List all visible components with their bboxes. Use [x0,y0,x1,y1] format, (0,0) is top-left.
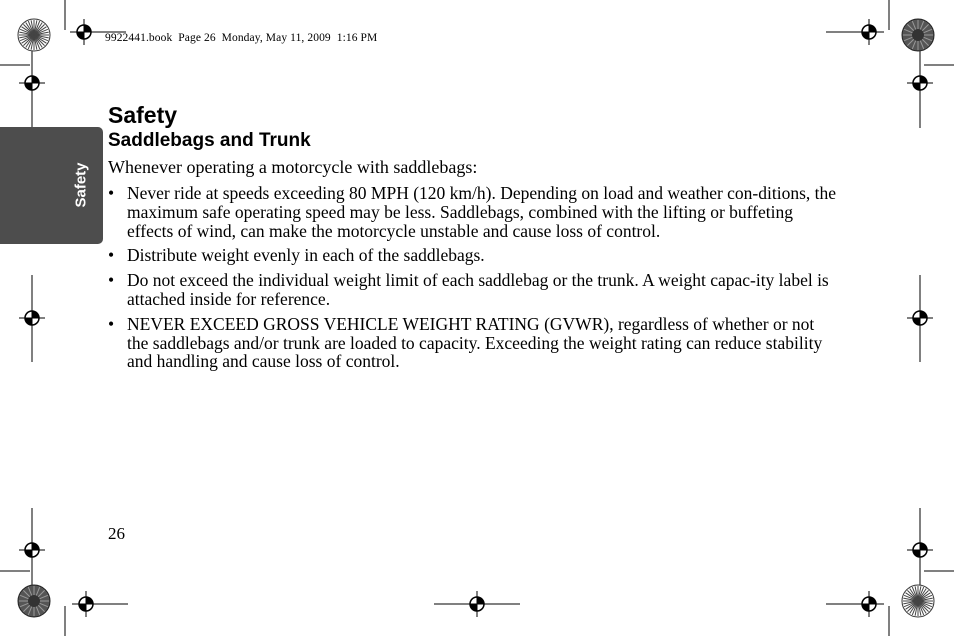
bullet-icon: • [108,270,115,291]
page-number: 26 [108,524,125,543]
section-subtitle: Saddlebags and Trunk [108,130,311,151]
page-title: Safety [108,102,178,128]
list-item-text: NEVER EXCEED GROSS VEHICLE WEIGHT RATING (GVWR), regardless of whether or not the saddlebags and/or trunk are loaded to capacity. Exceeding the weight rating can reduce stability and handling and cause loss of control. [127,313,823,372]
bullet-icon: • [108,245,115,266]
bullet-icon: • [108,313,115,334]
list-item [108,315,838,371]
list-item-text: Distribute weight evenly in each of the saddlebags. [127,245,485,266]
section-tab-label: Safety [72,162,90,208]
list-item-text: Do not exceed the individual weight limit of each saddlebag or the trunk. A weight capac-ity label is attached inside for reference. [127,270,829,309]
intro-paragraph: Whenever operating a motorcycle with saddlebags: [108,157,478,177]
print-slug: 9922441.book Page 26 Monday, May 11, 2009 1:16 PM [105,32,378,44]
bullet-icon: • [108,183,115,203]
list-item-text: Never ride at speeds exceeding 80 MPH (120 km/h). Depending on load and weather con-ditions, the maximum safe operating speed may be less. Saddlebags, combined with the lifting or buffeting effects of wind, can make the motorcycle unstable and cause loss of control. [127,183,837,241]
list-item [108,271,838,309]
page-content [108,102,838,377]
list-item [108,184,838,240]
list-item [108,246,838,265]
safety-list [108,184,838,371]
